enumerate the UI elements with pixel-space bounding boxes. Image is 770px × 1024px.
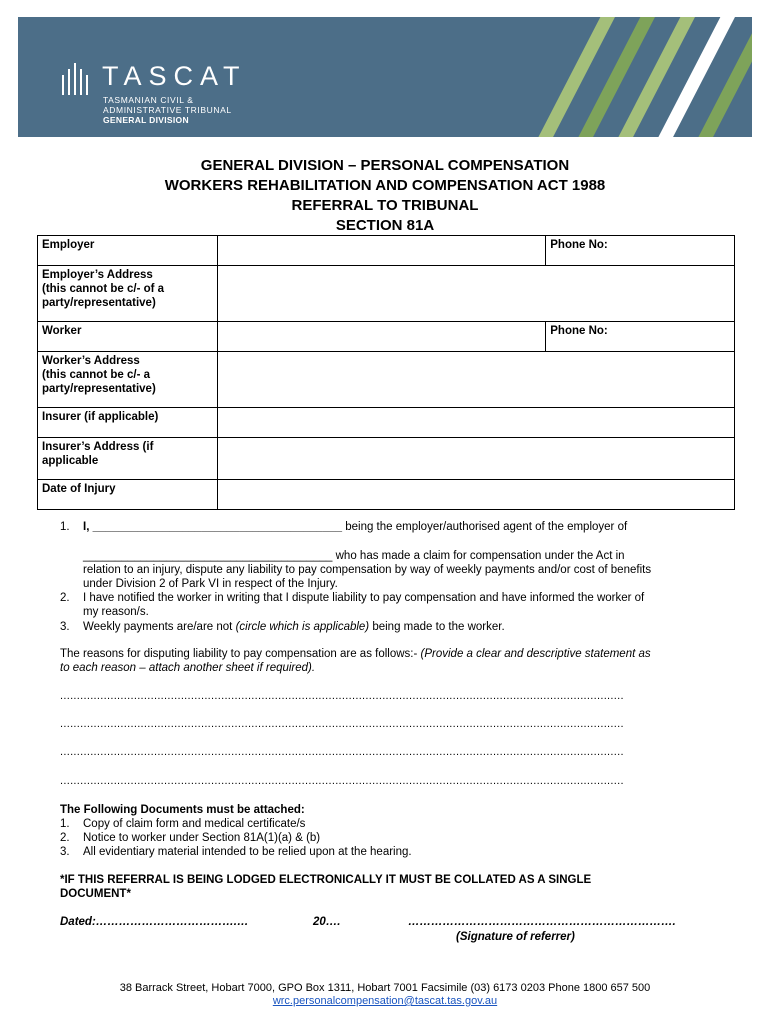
- document-2-number: 2.: [60, 832, 70, 844]
- employer-phone-field[interactable]: Phone No:: [546, 236, 735, 266]
- worker-address-label: Worker’s Address (this cannot be c/- a party/representative): [38, 352, 218, 408]
- insurer-field[interactable]: [217, 408, 734, 438]
- reason-line-2[interactable]: ........................................................................................................................................................................: [60, 718, 624, 730]
- statement-2: I have notified the worker in writing that I dispute liability to pay compensation and have informed the worker of my reason/s.: [83, 592, 645, 618]
- signature-label: (Signature of referrer): [456, 931, 575, 943]
- employer-label: Employer: [38, 236, 218, 266]
- document-3: All evidentiary material intended to be relied upon at the hearing.: [83, 846, 412, 858]
- form-title: GENERAL DIVISION – PERSONAL COMPENSATION WORKERS REHABILITATION AND COMPENSATION ACT 1988 REFERRAL TO TRIBUNAL SECTION 81A: [164, 157, 606, 234]
- referral-table: [37, 235, 735, 510]
- footer-email-link[interactable]: wrc.personalcompensation@tascat.tas.gov.au: [272, 995, 498, 1007]
- worker-address-field[interactable]: [217, 352, 734, 408]
- document-3-number: 3.: [60, 846, 70, 858]
- statement-1: I, _______________________________________ being the employer/authorised agent of the employer of: [83, 521, 628, 533]
- signature-line[interactable]: …………………………………………………………….: [408, 916, 676, 928]
- dated-field[interactable]: Dated:……………………………….…: [60, 916, 249, 928]
- electronic-lodgement-notice: *IF THIS REFERRAL IS BEING LODGED ELECTRONICALLY IT MUST BE COLLATED AS A SINGLE DOCUMENT*: [60, 874, 592, 900]
- employer-field[interactable]: [217, 236, 545, 266]
- reason-line-3[interactable]: ........................................................................................................................................................................: [60, 746, 624, 758]
- footer-email-row: [0, 995, 770, 1008]
- year-field[interactable]: 20….: [313, 916, 341, 928]
- document-1: Copy of claim form and medical certificate/s: [83, 818, 306, 830]
- header-banner: [18, 17, 752, 137]
- statement-1-continued: _______________________________________ who has made a claim for compensation under the Act in relation to an injury, dispute any liability to pay compensation by way of weekly payments and/or cost of benefits under Division 2 of Park VI in respect of the Injury.: [83, 550, 652, 590]
- insurer-address-field[interactable]: [217, 438, 734, 480]
- insurer-label: Insurer (if applicable): [38, 408, 218, 438]
- statement-3: Weekly payments are/are not (circle which is applicable) being made to the worker.: [83, 621, 505, 633]
- date-of-injury-label: Date of Injury: [38, 480, 218, 510]
- worker-phone-field[interactable]: Phone No:: [546, 322, 735, 352]
- document-2: Notice to worker under Section 81A(1)(a) & (b): [83, 832, 321, 844]
- employer-address-label: Employer’s Address (this cannot be c/- of a party/representative): [38, 266, 218, 322]
- reason-line-1[interactable]: ........................................................................................................................................................................: [60, 690, 624, 702]
- document-1-number: 1.: [60, 818, 70, 830]
- employer-address-field[interactable]: [217, 266, 734, 322]
- documents-heading: The Following Documents must be attached:: [60, 804, 305, 816]
- reasons-instructions: The reasons for disputing liability to pay compensation are as follows:- (Provide a clear and descriptive statement as to each reason – attach another sheet if required).: [60, 648, 651, 674]
- statement-2-number: 2.: [60, 592, 70, 604]
- date-of-injury-field[interactable]: [217, 480, 734, 510]
- insurer-address-label: Insurer’s Address (if applicable: [38, 438, 218, 480]
- footer-address: 38 Barrack Street, Hobart 7000, GPO Box 1311, Hobart 7001 Facsimile (03) 6173 0203 Phone 1800 657 500: [119, 982, 651, 994]
- logo-wordmark: TASCAT: [102, 61, 247, 91]
- logo-subtitle: TASMANIAN CIVIL & ADMINISTRATIVE TRIBUNAL GENERAL DIVISION: [103, 95, 232, 125]
- worker-label: Worker: [38, 322, 218, 352]
- reason-line-4[interactable]: ........................................................................................................................................................................: [60, 775, 624, 787]
- statement-3-number: 3.: [60, 621, 70, 633]
- statement-1-number: 1.: [60, 521, 70, 533]
- worker-field[interactable]: [217, 322, 545, 352]
- tascat-logo-icon: [62, 63, 88, 95]
